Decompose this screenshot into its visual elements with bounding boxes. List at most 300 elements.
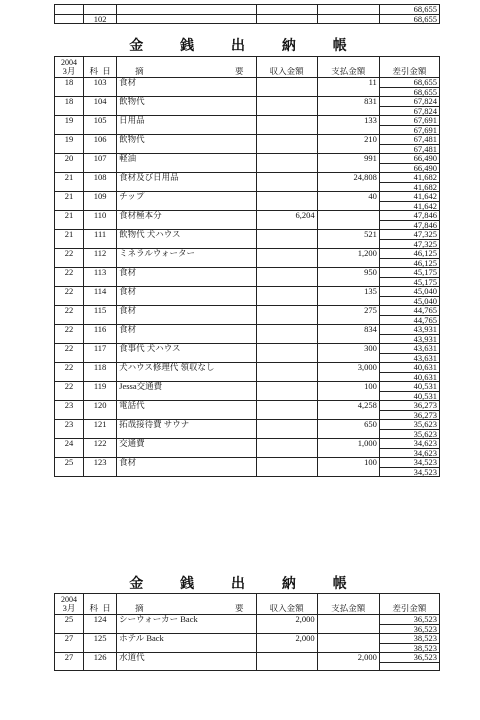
table-row <box>55 410 440 420</box>
day-cell <box>55 467 84 477</box>
header-text: 日 <box>102 67 111 76</box>
table-row <box>55 439 440 449</box>
table-row <box>55 192 440 202</box>
table-row <box>55 296 440 306</box>
income-cell <box>256 662 317 671</box>
balance-cell: 36,523 <box>379 653 439 663</box>
income-cell <box>256 458 317 468</box>
payment-cell <box>317 239 379 249</box>
table-row <box>55 467 440 477</box>
header-text: 摘 <box>135 67 144 76</box>
income-cell: 2,000 <box>256 615 317 625</box>
balance-cell: 43,931 <box>379 334 439 344</box>
income-cell <box>256 344 317 354</box>
column-header-description <box>117 604 256 615</box>
header-spacer <box>84 594 117 605</box>
balance-cell: 40,631 <box>379 372 439 382</box>
income-cell <box>256 230 317 240</box>
income-cell <box>256 163 317 173</box>
voucher-number-cell: 120 <box>84 401 117 411</box>
table-row <box>55 634 440 644</box>
payment-cell <box>317 662 379 671</box>
balance-cell: 41,682 <box>379 173 439 183</box>
balance-cell: 40,531 <box>379 391 439 401</box>
table-row <box>55 420 440 430</box>
description-cell: 食材 <box>117 306 256 316</box>
description-cell <box>117 429 256 439</box>
payment-cell: 100 <box>317 382 379 392</box>
header-spacer <box>256 594 317 605</box>
income-cell: 2,000 <box>256 634 317 644</box>
day-cell: 21 <box>55 173 84 183</box>
balance-cell: 41,642 <box>379 192 439 202</box>
income-cell <box>256 135 317 145</box>
day-cell: 18 <box>55 78 84 88</box>
description-cell <box>117 448 256 458</box>
table-row <box>55 116 440 126</box>
income-cell <box>256 382 317 392</box>
payment-cell <box>317 634 379 644</box>
voucher-number-cell <box>84 448 117 458</box>
balance-cell: 67,824 <box>379 97 439 107</box>
payment-cell: 210 <box>317 135 379 145</box>
balance-cell: 47,846 <box>379 211 439 221</box>
header-spacer <box>379 57 439 68</box>
table-row <box>55 429 440 439</box>
income-cell <box>256 410 317 420</box>
description-cell <box>117 106 256 116</box>
voucher-number-cell: 102 <box>84 14 117 24</box>
day-cell <box>55 334 84 344</box>
table-row <box>55 268 440 278</box>
description-cell: 交通費 <box>117 439 256 449</box>
payment-cell: 11 <box>317 78 379 88</box>
income-cell <box>256 106 317 116</box>
day-cell: 22 <box>55 382 84 392</box>
balance-cell: 40,631 <box>379 363 439 373</box>
voucher-number-cell <box>84 315 117 325</box>
payment-cell <box>317 410 379 420</box>
balance-cell: 45,175 <box>379 277 439 287</box>
voucher-number-cell <box>84 5 117 15</box>
ledger-title-1: 金 銭 出 納 帳 <box>129 38 363 54</box>
table-row <box>55 144 440 154</box>
day-cell: 21 <box>55 192 84 202</box>
payment-cell <box>317 334 379 344</box>
ledger-title-2: 金 銭 出 納 帳 <box>129 576 363 592</box>
income-cell <box>256 173 317 183</box>
payment-cell <box>317 211 379 221</box>
day-cell <box>55 14 84 24</box>
balance-cell: 34,523 <box>379 458 439 468</box>
description-cell: シーウォーカー Back <box>117 615 256 625</box>
table-row <box>55 458 440 468</box>
description-cell: 犬ハウス修理代 領収なし <box>117 363 256 373</box>
balance-cell: 45,175 <box>379 268 439 278</box>
description-cell: 食材 <box>117 325 256 335</box>
income-cell <box>256 353 317 363</box>
income-cell <box>256 306 317 316</box>
description-cell <box>117 334 256 344</box>
income-cell <box>256 116 317 126</box>
header-spacer <box>317 594 379 605</box>
table-row <box>55 353 440 363</box>
ledger-table-1 <box>54 56 440 477</box>
day-cell <box>55 125 84 135</box>
income-cell <box>256 653 317 663</box>
balance-cell: 67,691 <box>379 116 439 126</box>
voucher-number-cell: 118 <box>84 363 117 373</box>
day-cell <box>55 220 84 230</box>
table-row <box>55 182 440 192</box>
voucher-number-cell <box>84 277 117 287</box>
table-row <box>55 334 440 344</box>
day-cell: 21 <box>55 211 84 221</box>
payment-cell: 300 <box>317 344 379 354</box>
day-cell <box>55 163 84 173</box>
table-row <box>55 163 440 173</box>
year-label: 2004 <box>55 594 84 605</box>
income-cell <box>256 220 317 230</box>
day-cell: 27 <box>55 653 84 663</box>
description-cell <box>117 239 256 249</box>
month-label: 3月 <box>55 67 84 78</box>
payment-cell: 1,000 <box>317 439 379 449</box>
balance-cell: 34,623 <box>379 448 439 458</box>
table-row <box>55 201 440 211</box>
month-label: 3月 <box>55 604 84 615</box>
voucher-number-cell <box>84 182 117 192</box>
description-cell: ホテル Back <box>117 634 256 644</box>
day-cell: 23 <box>55 420 84 430</box>
payment-cell <box>317 643 379 653</box>
balance-cell: 46,125 <box>379 249 439 259</box>
voucher-number-cell: 111 <box>84 230 117 240</box>
description-cell: 水道代 <box>117 653 256 663</box>
payment-cell <box>317 87 379 97</box>
voucher-number-cell <box>84 429 117 439</box>
payment-cell <box>317 144 379 154</box>
income-cell <box>256 467 317 477</box>
day-cell <box>55 182 84 192</box>
payment-cell <box>317 106 379 116</box>
description-cell <box>117 372 256 382</box>
table-row <box>55 662 440 671</box>
income-cell <box>256 363 317 373</box>
table-row <box>55 249 440 259</box>
voucher-number-cell: 125 <box>84 634 117 644</box>
table-row <box>55 87 440 97</box>
header-spacer <box>84 57 117 68</box>
header-text: 日 <box>102 604 111 613</box>
balance-cell: 34,523 <box>379 467 439 477</box>
balance-cell: 47,846 <box>379 220 439 230</box>
table-row <box>55 211 440 221</box>
payment-cell <box>317 125 379 135</box>
balance-cell: 45,040 <box>379 296 439 306</box>
voucher-number-cell: 121 <box>84 420 117 430</box>
description-cell: 食材 <box>117 268 256 278</box>
day-cell: 22 <box>55 306 84 316</box>
table-row <box>55 653 440 663</box>
description-cell: 食材 <box>117 458 256 468</box>
income-cell <box>256 192 317 202</box>
balance-cell: 67,481 <box>379 144 439 154</box>
description-cell: Jessa交通費 <box>117 382 256 392</box>
day-cell <box>55 643 84 653</box>
day-cell <box>55 353 84 363</box>
description-cell <box>117 624 256 634</box>
description-cell: 電話代 <box>117 401 256 411</box>
description-cell: 日用品 <box>117 116 256 126</box>
payment-cell: 24,808 <box>317 173 379 183</box>
income-cell <box>256 296 317 306</box>
table-row <box>55 78 440 88</box>
voucher-number-cell <box>84 239 117 249</box>
ledger-table-2 <box>54 593 440 671</box>
table-row <box>55 372 440 382</box>
balance-cell: 38,523 <box>379 634 439 644</box>
balance-cell: 47,325 <box>379 239 439 249</box>
voucher-number-cell <box>84 643 117 653</box>
table-row <box>55 344 440 354</box>
table-row <box>55 14 440 24</box>
column-header-payment: 支払金額 <box>317 67 379 78</box>
voucher-number-cell: 116 <box>84 325 117 335</box>
table-row <box>55 448 440 458</box>
voucher-number-cell: 123 <box>84 458 117 468</box>
income-cell <box>256 372 317 382</box>
table-row <box>55 277 440 287</box>
column-header-description <box>117 67 256 78</box>
income-cell <box>256 448 317 458</box>
day-cell: 22 <box>55 344 84 354</box>
income-cell <box>256 239 317 249</box>
description-cell <box>117 201 256 211</box>
voucher-number-cell: 105 <box>84 116 117 126</box>
day-cell: 24 <box>55 439 84 449</box>
income-cell <box>256 401 317 411</box>
payment-cell: 950 <box>317 268 379 278</box>
balance-cell: 44,765 <box>379 315 439 325</box>
header-spacer <box>379 594 439 605</box>
balance-cell <box>379 662 439 671</box>
voucher-number-cell: 126 <box>84 653 117 663</box>
description-cell: 拓哉接待費 サウナ <box>117 420 256 430</box>
balance-cell: 43,631 <box>379 353 439 363</box>
payment-cell: 40 <box>317 192 379 202</box>
table-row <box>55 97 440 107</box>
income-cell <box>256 315 317 325</box>
income-cell <box>256 249 317 259</box>
table-row <box>55 382 440 392</box>
table-row <box>55 325 440 335</box>
voucher-number-cell <box>84 662 117 671</box>
table-row <box>55 315 440 325</box>
day-cell <box>55 258 84 268</box>
day-cell <box>55 624 84 634</box>
description-cell: 食材 <box>117 287 256 297</box>
income-cell <box>256 391 317 401</box>
balance-cell: 67,481 <box>379 135 439 145</box>
table-row <box>55 287 440 297</box>
header-text: 要 <box>234 604 244 613</box>
header-spacer <box>256 57 317 68</box>
day-cell <box>55 315 84 325</box>
table-row <box>55 239 440 249</box>
table-row <box>55 615 440 625</box>
column-header-income: 収入金額 <box>256 67 317 78</box>
table-row <box>55 643 440 653</box>
voucher-number-cell <box>84 125 117 135</box>
balance-cell: 66,490 <box>379 163 439 173</box>
payment-cell: 135 <box>317 287 379 297</box>
table-row <box>55 391 440 401</box>
header-row <box>55 594 440 605</box>
balance-cell: 34,623 <box>379 439 439 449</box>
description-cell <box>117 410 256 420</box>
voucher-number-cell: 114 <box>84 287 117 297</box>
table-row <box>55 230 440 240</box>
description-cell <box>117 296 256 306</box>
description-cell <box>117 277 256 287</box>
voucher-number-cell: 108 <box>84 173 117 183</box>
payment-cell: 2,000 <box>317 653 379 663</box>
description-cell <box>117 144 256 154</box>
day-cell <box>55 87 84 97</box>
voucher-number-cell: 103 <box>84 78 117 88</box>
table-row <box>55 106 440 116</box>
payment-cell: 4,258 <box>317 401 379 411</box>
balance-cell: 68,655 <box>379 78 439 88</box>
day-cell: 22 <box>55 287 84 297</box>
header-text: 要 <box>234 67 244 76</box>
voucher-number-cell <box>84 87 117 97</box>
balance-cell: 36,273 <box>379 401 439 411</box>
header-row <box>55 604 440 615</box>
payment-cell <box>317 5 379 15</box>
day-cell <box>55 277 84 287</box>
income-cell <box>256 201 317 211</box>
day-cell: 22 <box>55 363 84 373</box>
voucher-number-cell <box>84 163 117 173</box>
balance-cell: 36,523 <box>379 615 439 625</box>
voucher-number-cell <box>84 106 117 116</box>
description-cell <box>117 163 256 173</box>
payment-cell: 650 <box>317 420 379 430</box>
voucher-number-cell: 109 <box>84 192 117 202</box>
day-cell <box>55 448 84 458</box>
table-row <box>55 135 440 145</box>
column-header-date <box>84 604 117 615</box>
voucher-number-cell: 113 <box>84 268 117 278</box>
year-label: 2004 <box>55 57 84 68</box>
description-cell: 飲物代 犬ハウス <box>117 230 256 240</box>
income-cell <box>256 429 317 439</box>
day-cell: 20 <box>55 154 84 164</box>
balance-cell: 66,490 <box>379 154 439 164</box>
column-header-date <box>84 67 117 78</box>
income-cell <box>256 182 317 192</box>
balance-cell: 35,623 <box>379 420 439 430</box>
day-cell <box>55 429 84 439</box>
carryover-table <box>54 4 440 24</box>
voucher-number-cell: 107 <box>84 154 117 164</box>
column-header-balance: 差引金額 <box>379 67 439 78</box>
header-row <box>55 57 440 68</box>
balance-cell: 68,655 <box>379 5 439 15</box>
description-cell: チップ <box>117 192 256 202</box>
table-row <box>55 5 440 15</box>
voucher-number-cell <box>84 144 117 154</box>
description-cell <box>117 353 256 363</box>
day-cell <box>55 239 84 249</box>
voucher-number-cell: 124 <box>84 615 117 625</box>
income-cell <box>256 439 317 449</box>
payment-cell <box>317 277 379 287</box>
day-cell <box>55 144 84 154</box>
description-cell: 飲物代 <box>117 97 256 107</box>
table-row <box>55 363 440 373</box>
day-cell: 27 <box>55 634 84 644</box>
description-cell <box>117 220 256 230</box>
day-cell <box>55 391 84 401</box>
payment-cell: 834 <box>317 325 379 335</box>
day-cell: 21 <box>55 230 84 240</box>
table-row <box>55 173 440 183</box>
table-row <box>55 401 440 411</box>
header-spacer <box>117 594 256 605</box>
payment-cell <box>317 258 379 268</box>
income-cell <box>256 78 317 88</box>
income-cell <box>256 5 317 15</box>
balance-cell: 67,691 <box>379 125 439 135</box>
description-cell <box>117 643 256 653</box>
day-cell <box>55 372 84 382</box>
header-text: 科 <box>89 604 98 613</box>
day-cell: 25 <box>55 458 84 468</box>
voucher-number-cell <box>84 220 117 230</box>
voucher-number-cell <box>84 391 117 401</box>
voucher-number-cell: 104 <box>84 97 117 107</box>
day-cell: 19 <box>55 135 84 145</box>
day-cell <box>55 106 84 116</box>
payment-cell: 3,000 <box>317 363 379 373</box>
description-cell <box>117 467 256 477</box>
balance-cell: 40,531 <box>379 382 439 392</box>
balance-cell: 43,931 <box>379 325 439 335</box>
header-text: 摘 <box>135 604 144 613</box>
payment-cell: 991 <box>317 154 379 164</box>
day-cell <box>55 201 84 211</box>
day-cell: 22 <box>55 268 84 278</box>
description-cell <box>117 391 256 401</box>
table-row <box>55 125 440 135</box>
day-cell: 22 <box>55 249 84 259</box>
day-cell <box>55 662 84 671</box>
balance-cell: 35,623 <box>379 429 439 439</box>
description-cell: 食材 <box>117 78 256 88</box>
voucher-number-cell: 110 <box>84 211 117 221</box>
description-cell <box>117 662 256 671</box>
balance-cell: 36,523 <box>379 624 439 634</box>
column-header-balance: 差引金額 <box>379 604 439 615</box>
voucher-number-cell: 122 <box>84 439 117 449</box>
day-cell: 25 <box>55 615 84 625</box>
voucher-number-cell: 112 <box>84 249 117 259</box>
day-cell: 23 <box>55 401 84 411</box>
description-cell <box>117 125 256 135</box>
